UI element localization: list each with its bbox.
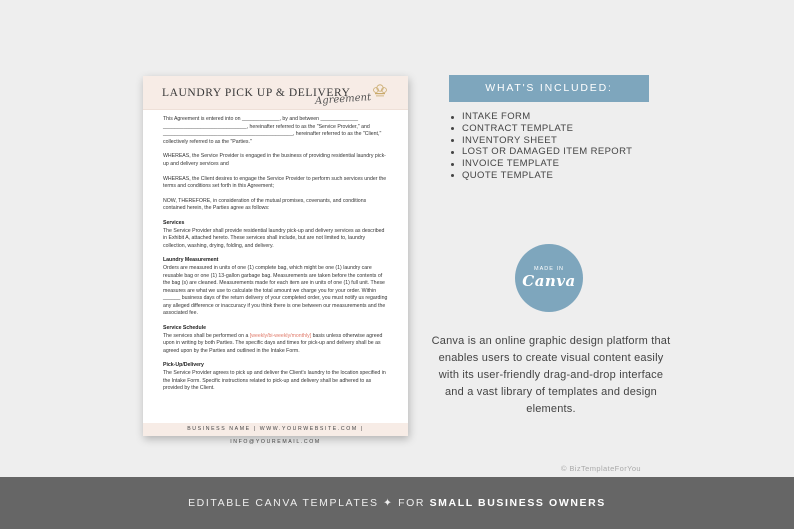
canva-description: Canva is an online graphic design platform that enables users to create visual content easily with its user-friendly drag-and-drop interface and a vast library of templates and design elements. — [431, 335, 671, 415]
document-footer: BUSINESS NAME | WWW.YOURWEBSITE.COM | INFO@YOUREMAIL.COM — [143, 423, 408, 436]
made-in-label: MADE IN — [534, 266, 564, 272]
included-item: INTAKE FORM — [450, 111, 632, 123]
document-header — [143, 76, 408, 110]
schedule-text-post: basis unless otherwise agreed upon in writing by both Parties. The specific days and times for pick-up and delivery shall be as agreed upon by the Parties and outlined in the Intake Form. — [163, 332, 383, 354]
copyright-credit: © BizTemplateForYou — [561, 464, 641, 473]
agreement-intro: This Agreement is entered into on _____________, by and between _____________ _____________________________, hereinafter referred to as the "Service Provider," and _____________________________________________, hereinafter referred to as the "Client," collectively referred to as the "Parties." — [163, 116, 382, 145]
document-title: LAUNDRY PICK UP & DELIVERY — [162, 87, 351, 99]
laundry-logo-icon — [371, 82, 389, 100]
made-in-canva-badge — [515, 244, 583, 312]
schedule-frequency-placeholder: [weekly/bi-weekly/monthly] — [249, 332, 312, 339]
included-list — [450, 111, 632, 182]
section-title-services: Services — [163, 219, 185, 226]
whats-included-heading: WHAT'S INCLUDED: — [449, 75, 649, 102]
document-body — [163, 116, 389, 400]
banner-prefix: EDITABLE CANVA TEMPLATES — [188, 497, 379, 509]
included-item: QUOTE TEMPLATE — [450, 170, 632, 182]
bottom-banner — [0, 477, 794, 529]
banner-middle: FOR — [398, 497, 426, 509]
section-title-pickup: Pick-Up/Delivery — [163, 362, 204, 369]
canva-wordmark: Canva — [522, 272, 576, 290]
banner-emphasis: SMALL BUSINESS OWNERS — [429, 497, 606, 509]
section-title-schedule: Service Schedule — [163, 325, 206, 332]
included-item: CONTRACT TEMPLATE — [450, 123, 632, 135]
included-item: LOST OR DAMAGED ITEM REPORT — [450, 146, 632, 158]
therefore-clause: NOW, THEREFORE, in consideration of the mutual promises, covenants, and conditions contained herein, the Parties agree as follows: — [163, 197, 367, 212]
included-item: INVENTORY SHEET — [450, 135, 632, 147]
whereas-clause-1: WHEREAS, the Service Provider is engaged in the business of providing residential laundry pick-up and delivery services and — [163, 153, 386, 167]
document-preview — [143, 76, 408, 445]
section-text-services: The Service Provider shall provide residential laundry pick-up and delivery services as described in Exhibit A, attached hereto. These services shall include, but are not limited to, laundry collection, washing, drying, folding, and delivery. — [163, 227, 385, 249]
sparkle-icon: ✦ — [383, 497, 394, 509]
schedule-text-pre: The services shall be performed on a — [163, 332, 250, 339]
section-text-pickup: The Service Provider agrees to pick up and deliver the Client's laundry to the location specified in the Intake Form. Specific instructions related to pick-up and delivery shall be adhered to as provided by the Client. — [163, 370, 386, 392]
document-script-title: Agreement — [314, 92, 372, 107]
included-item: INVOICE TEMPLATE — [450, 158, 632, 170]
section-text-schedule — [163, 333, 389, 356]
whereas-clause-2: WHEREAS, the Client desires to engage the Service Provider to perform such services under the terms and conditions set forth in this Agreement; — [163, 175, 387, 190]
section-title-measurement: Laundry Measurement — [163, 257, 219, 264]
section-text-measurement: Orders are measured in units of one (1) complete bag, which might be one (1) laundry care reusable bag or one (1) 13-gallon garbage bag. Measurements are taken before the contents of the bag (s) are cleaned. Measurements made for each item are in units of one (1) full unit. These measures are what we use to calculate the total amount we charge you for your order. Within ______ business days of the return delivery of your completed order, you must notify us regarding any alleged difference or inaccuracy if you think there is one between our measurements and the associated fee. — [163, 264, 388, 317]
